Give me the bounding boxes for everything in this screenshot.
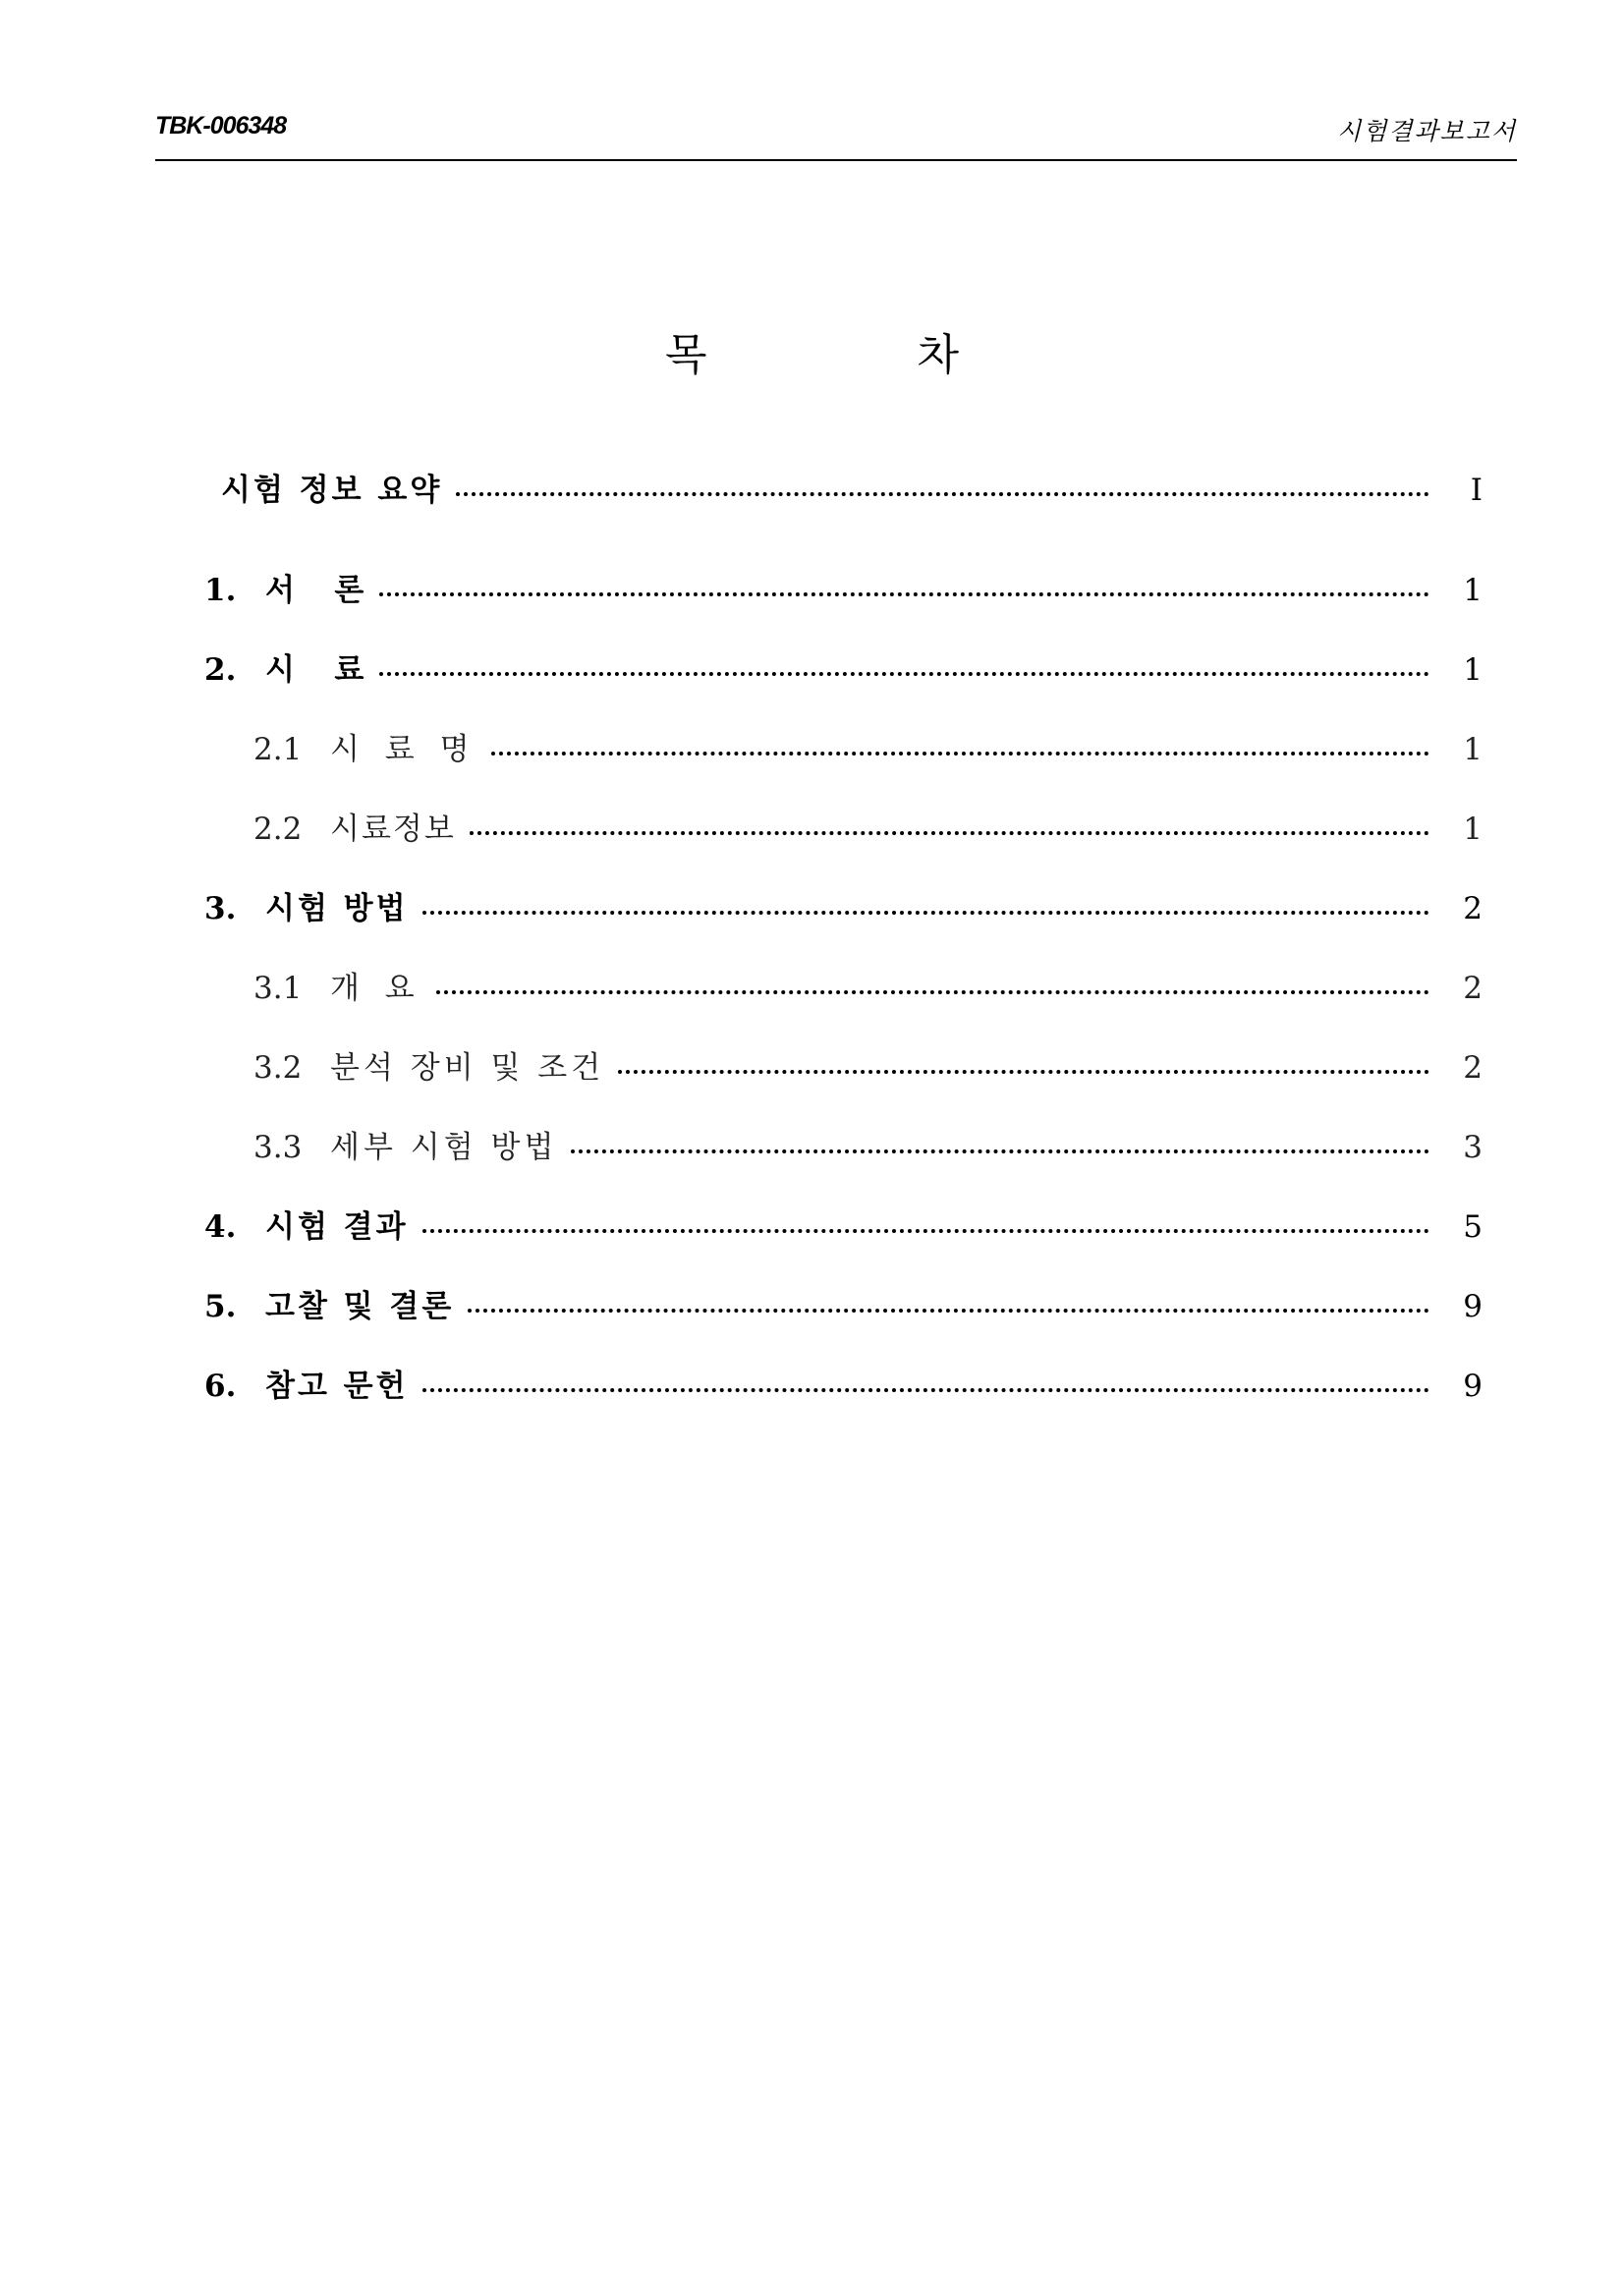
toc-entry-label: 시험 방법 [265, 891, 409, 926]
toc-title: 목 차 [665, 330, 1057, 380]
toc-leader-dots [618, 1070, 1429, 1074]
toc-leader-dots [491, 752, 1429, 756]
toc-entry-page: 5 [1463, 1209, 1483, 1245]
toc-entry-number: 3.2 [253, 1050, 303, 1086]
toc-entry-number: 2.2 [253, 812, 303, 847]
toc-leader-dots [456, 492, 1429, 496]
toc-entry-label: 개 요 [330, 971, 422, 1006]
toc-entry-number: 6. [204, 1369, 237, 1404]
toc-entry-label: 시 료 [265, 652, 366, 688]
toc-entry-test-methods[interactable] [204, 883, 1483, 926]
toc-leader-dots [422, 1388, 1429, 1392]
toc-entry-discussion[interactable] [204, 1281, 1483, 1324]
toc-entry-page: 2 [1463, 1050, 1483, 1086]
toc-entry-page: I [1470, 473, 1483, 508]
toc-entry-sample-name[interactable] [253, 724, 1483, 767]
toc-entry-equipment[interactable] [253, 1042, 1483, 1086]
toc-leader-dots [468, 1309, 1429, 1313]
toc-entry-overview[interactable] [253, 963, 1483, 1006]
toc-entry-number: 4. [204, 1209, 237, 1245]
toc-entry-page: 2 [1463, 891, 1483, 926]
document-id: TBK-006348 [155, 112, 287, 140]
toc-entry-label: 고찰 및 결론 [265, 1289, 455, 1324]
toc-entry-page: 2 [1463, 971, 1483, 1006]
document-type: 시험결과보고서 [1336, 117, 1517, 145]
toc-entry-label: 세부 시험 방법 [330, 1130, 558, 1165]
toc-leader-dots [422, 911, 1429, 915]
toc-entry-page: 1 [1463, 573, 1483, 608]
toc-entry-number: 5. [204, 1289, 237, 1324]
toc-leader-dots [379, 672, 1429, 676]
toc-entry-number: 2.1 [253, 732, 303, 767]
toc-entry-page: 1 [1463, 732, 1483, 767]
toc-entry-test-results[interactable] [204, 1202, 1483, 1245]
toc-entry-number: 3.1 [253, 971, 303, 1006]
toc-leader-dots [436, 990, 1429, 994]
toc-entry-label: 시 료 명 [330, 732, 477, 767]
toc-entry-label: 시험 결과 [265, 1209, 409, 1245]
toc-leader-dots [379, 592, 1429, 596]
toc-entry-label: 서 론 [265, 573, 366, 608]
toc-leader-dots [470, 831, 1429, 835]
toc-entry-page: 9 [1463, 1369, 1483, 1404]
toc-entry-detailed-methods[interactable] [253, 1122, 1483, 1165]
toc-entry-label: 시료정보 [330, 812, 456, 847]
toc-leader-dots [422, 1229, 1429, 1233]
toc-entry-label: 참고 문헌 [265, 1369, 409, 1404]
toc-entry-label: 시험 정보 요약 [221, 473, 443, 508]
toc-entry-samples[interactable] [204, 644, 1483, 688]
toc-entry-page: 3 [1463, 1130, 1483, 1165]
toc-entry-references[interactable] [204, 1361, 1483, 1404]
toc-entry-page: 1 [1463, 652, 1483, 688]
toc-entry-number: 2. [204, 652, 237, 688]
toc-entry-number: 1. [204, 573, 237, 608]
toc-entry-page: 9 [1463, 1289, 1483, 1324]
toc-entry-page: 1 [1463, 812, 1483, 847]
toc-entry-number: 3. [204, 891, 237, 926]
toc-entry-sample-info[interactable] [253, 804, 1483, 847]
toc-entry-number: 3.3 [253, 1130, 303, 1165]
toc-entry-introduction[interactable] [204, 565, 1483, 608]
toc-entry-label: 분석 장비 및 조건 [330, 1050, 605, 1086]
toc-entry-summary[interactable] [221, 465, 1483, 508]
toc-leader-dots [571, 1149, 1429, 1153]
